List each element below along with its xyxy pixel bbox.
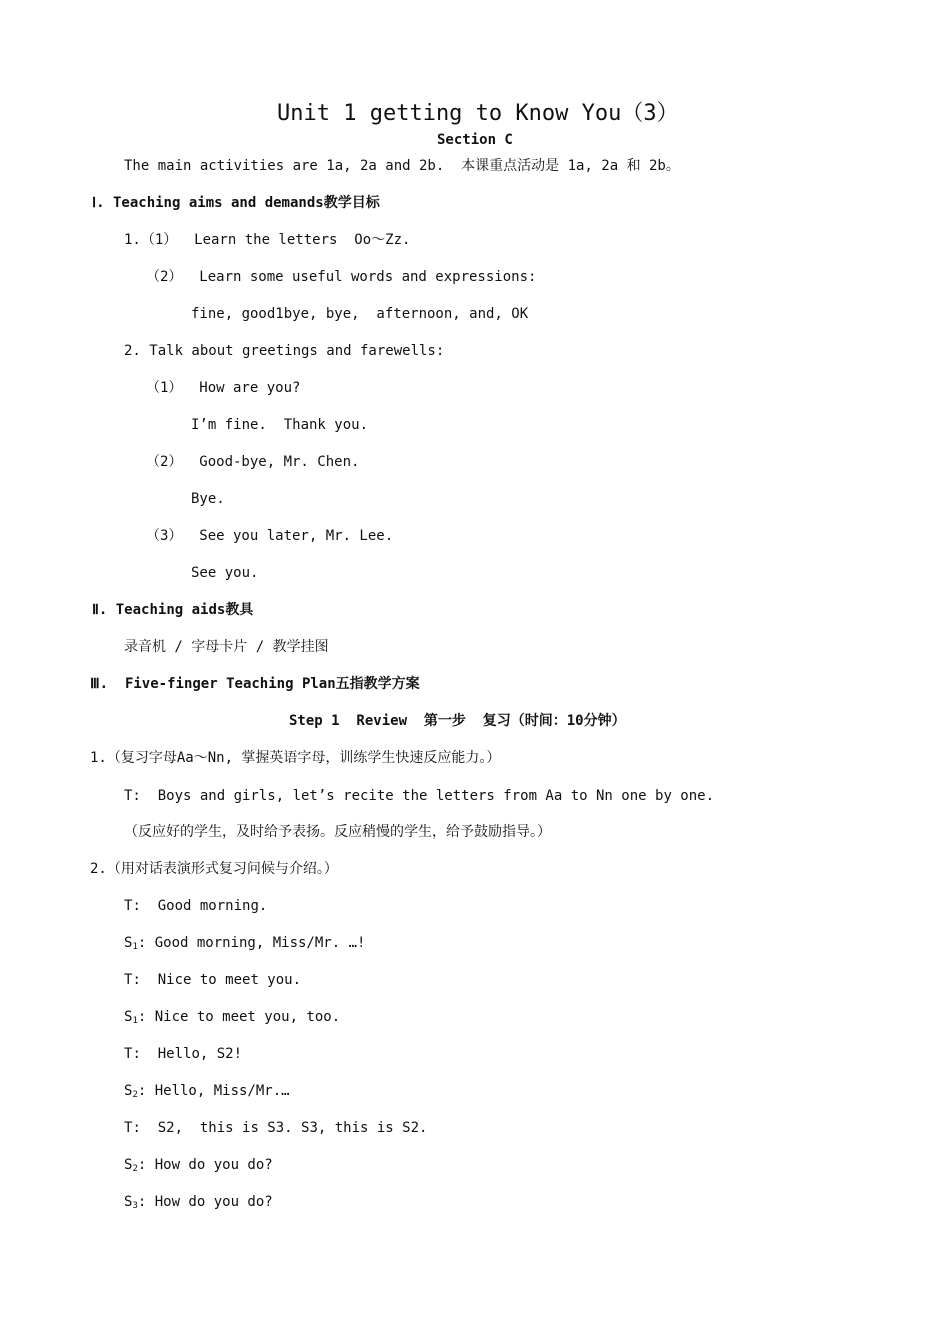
heading-teaching-aids: Ⅱ. Teaching aids教具 xyxy=(92,602,254,618)
review-item-1-teacher: T: Boys and girls, let’s recite the letters from Aa to Nn one by one. xyxy=(124,788,715,804)
dialog-line: $S_2$: How do you do? xyxy=(124,1157,273,1174)
dialog-line: $S_1$: Nice to meet you, too. xyxy=(124,1009,341,1026)
heading-five-finger-plan: Ⅲ. Five-finger Teaching Plan五指教学方案 xyxy=(90,676,420,692)
aim-line-5: （1） How are you? xyxy=(146,380,301,396)
dialog-line: $S_1$: Good morning, Miss/Mr. …! xyxy=(124,935,366,952)
aim-line-10: See you. xyxy=(191,565,259,581)
aim-line-2: （2） Learn some useful words and expressions: xyxy=(146,269,537,285)
review-item-1-note: （反应好的学生，及时给予表扬。反应稍慢的学生，给予鼓励指导。） xyxy=(124,824,551,840)
aim-line-4: 2. Talk about greetings and farewells: xyxy=(124,343,445,359)
aim-line-7: （2） Good-bye, Mr. Chen. xyxy=(146,454,360,470)
aim-line-8: Bye. xyxy=(191,491,225,507)
aim-line-3: fine, good1bye, bye, afternoon, and, OK xyxy=(191,306,529,322)
step-1-heading: Step 1 Review 第一步 复习（时间：10分钟） xyxy=(289,713,626,729)
teaching-aids-content: 录音机 / 字母卡片 / 教学挂图 xyxy=(124,639,329,655)
aim-line-6: I’m fine. Thank you. xyxy=(191,417,369,433)
intro-text: The main activities are 1a, 2a and 2b. 本课重点活动是 1a, 2a 和 2b。 xyxy=(124,158,680,174)
dialog-line: $S_3$: How do you do? xyxy=(124,1194,273,1211)
heading-teaching-aims: Ⅰ. Teaching aims and demands教学目标 xyxy=(92,195,380,211)
section-label: Section C xyxy=(437,132,513,148)
aim-line-9: （3） See you later, Mr. Lee. xyxy=(146,528,394,544)
dialog-line: $S_2$: Hello, Miss/Mr.… xyxy=(124,1083,290,1100)
dialog-line: T: Good morning. xyxy=(124,898,268,914)
aim-line-1: 1.（1） Learn the letters Oo～Zz. xyxy=(124,232,411,248)
review-item-1: 1.（复习字母Aa～Nn, 掌握英语字母，训练学生快速反应能力。） xyxy=(90,750,501,766)
dialog-line: T: Nice to meet you. xyxy=(124,972,302,988)
dialog-line: T: S2, this is S3. S3, this is S2. xyxy=(124,1120,428,1136)
review-item-2: 2.（用对话表演形式复习问候与介绍。） xyxy=(90,861,338,877)
page-title: Unit 1 getting to Know You（3） xyxy=(277,101,679,126)
dialog-line: T: Hello, S2! xyxy=(124,1046,243,1062)
